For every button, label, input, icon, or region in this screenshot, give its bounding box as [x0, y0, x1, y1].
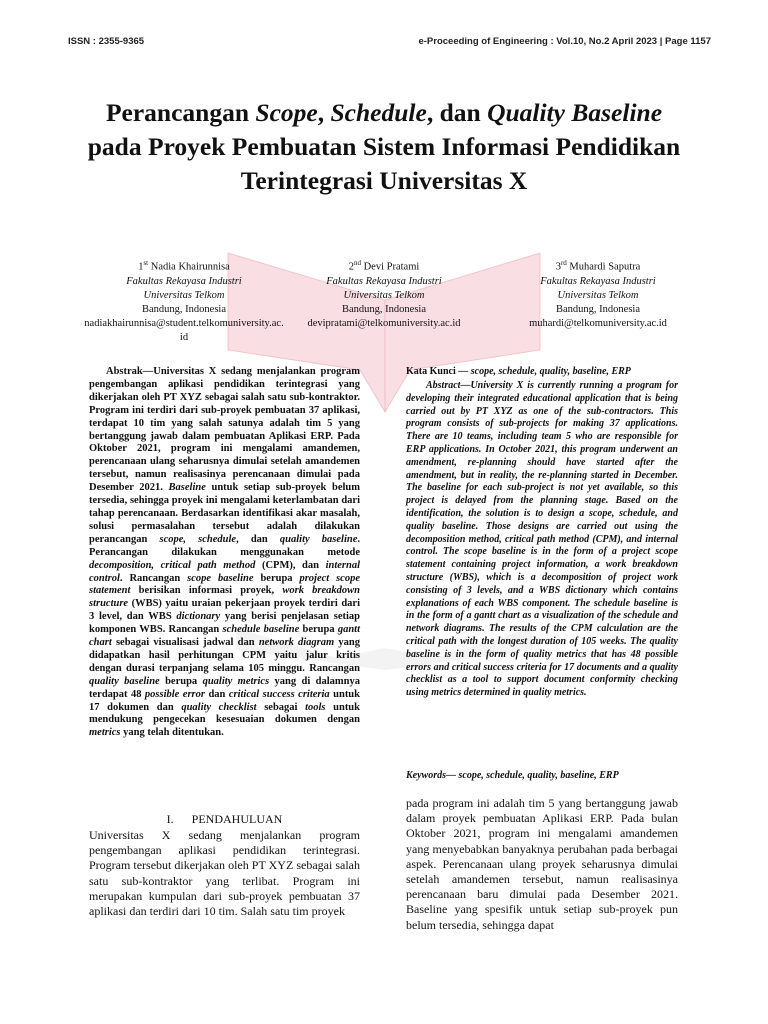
author-name: 3rd Muhardi Saputra [555, 259, 641, 273]
kata-kunci-value: scope, schedule, quality, baseline, ERP [470, 366, 631, 377]
author-city: Bandung, Indonesia [342, 303, 426, 315]
kata-kunci [406, 365, 678, 378]
section-number: I. [166, 812, 174, 826]
author-email: muhardi@telkomuniversity.ac.id [529, 317, 667, 329]
author-faculty: Fakultas Rekayasa Industri [326, 275, 442, 287]
author-block-2 [284, 256, 484, 331]
author-university: Universitas Telkom [343, 289, 425, 301]
author-university: Universitas Telkom [143, 289, 225, 301]
author-block-3 [498, 256, 698, 331]
author-block-1 [84, 256, 284, 345]
author-faculty: Fakultas Rekayasa Industri [540, 275, 656, 287]
author-name: 1st Nadia Khairunnisa [138, 259, 230, 273]
section-title: PENDAHULUAN [191, 812, 283, 826]
author-email: devipratami@telkomuniversity.ac.id [307, 317, 461, 329]
author-name: 2nd Devi Pratami [348, 259, 420, 273]
paper-title: Perancangan Scope, Schedule, dan Quality Baseline pada Proyek Pembuatan Sistem Informasi Pendidikan Terintegrasi Universitas X [87, 98, 681, 195]
keywords-english: Keywords— scope, schedule, quality, baseline, ERP [406, 770, 619, 781]
section-heading [89, 812, 360, 827]
issn-header: ISSN : 2355-9365 [68, 36, 145, 47]
intro-paragraph-right: pada program ini adalah tim 5 yang bertanggung jawab dalam proyek pembuatan Aplikasi ERP. Pada bulan Oktober 2021, program ini mengalami amandemen yang menyebabkan banyaknya perubahan pada berbagai aspek. Perencanaan ulang proyek seharusnya dimulai setelah amandemen tersebut, namun realisasinya perencanaan baru dimulai pada Desember 2021. Baseline yang spesifik untuk setiap sub-proyek pun belum tersedia, sehingga dapat [406, 796, 678, 932]
abstract-english: Abstract—University X is currently running a program for developing their integrated educational application that is being carried out by PT XYZ as one of the sub-contractors. This program consists of sub-projects for making 37 applications. There are 10 teams, including team 5 who are responsible for ERP applications. In October 2021, this program underwent an amendment, re-planning should have started after the amendment, but in reality, the re-planning started in December. The baseline for each sub-project is not yet available, so this project is delayed from the planning stage. Based on the identification, the solution is to design a scope, schedule, and quality baseline. Those designs are carried out using the decomposition method, critical path method (CPM), and internal control. The scope baseline is in the form of a project scope statement containing project information, a work breakdown structure (WBS), which is a decomposition of project work consisting of 3 levels, and a WBS dictionary which contains explanations of each WBS component. The schedule baseline is in the form of a gantt chart as a visualization of the schedule and network diagrams. The results of the CPM calculation are the critical path with the longest duration of 105 weeks. The quality baseline is in the form of quality metrics that has 48 possible errors and critical success criteria for 17 documents and a quality checklist as a tool to support document conformity checking using metrics determined in quality metrics. [406, 380, 678, 699]
journal-header: e-Proceeding of Engineering : Vol.10, No.2 April 2023 | Page 1157 [418, 36, 711, 47]
abstrak-indonesian: Abstrak—Universitas X sedang menjalankan program pengembangan aplikasi pendidikan terintegrasi yang dikerjakan oleh PT XYZ sebagai salah satu sub-kontraktor. Program ini terdiri dari sub-proyek pembuatan 37 aplikasi, terdapat 10 tim yang salah satunya adalah tim 5 yang bertanggung jawab dalam pembuatan Aplikasi ERP. Pada Oktober 2021, program ini mengalami amandemen, perencanaan ulang seharusnya dimulai setelah amandemen tersebut, namun realisasinya perencanaan dimulai pada Desember 2021. Baseline untuk setiap sub-proyek belum tersedia, sehingga proyek ini mengalami keterlambatan dari tahap perencanaan. Berdasarkan identifikasi akar masalah, solusi permasalahan tersebut adalah dilakukan perancangan scope, schedule, dan quality baseline. Perancangan dilakukan menggunakan metode decomposition, critical path method (CPM), dan internal control. Rancangan scope baseline berupa project scope statement berisikan informasi proyek, work breakdown structure (WBS) yaitu uraian pekerjaan proyek terdiri dari 3 level, dan WBS dictionary yang berisi penjelasan setiap komponen WBS. Rancangan schedule baseline berupa gantt chart sebagai visualisasi jadwal dan network diagram yang didapatkan hasil perhitungan CPM yaitu jalur kritis dengan durasi terpanjang selama 105 minggu. Rancangan quality baseline berupa quality metrics yang di dalamnya terdapat 48 possible error dan critical success criteria untuk 17 dokumen dan quality checklist sebagai tools untuk mendukung pengecekan kesesuaian dokumen dengan metrics yang telah ditentukan. [89, 366, 360, 739]
kata-kunci-label: Kata Kunci — [406, 366, 471, 377]
author-email: nadiakhairunnisa@student.telkomuniversity.ac.id [84, 317, 284, 343]
author-faculty: Fakultas Rekayasa Industri [126, 275, 242, 287]
author-university: Universitas Telkom [557, 289, 639, 301]
author-city: Bandung, Indonesia [142, 303, 226, 315]
author-city: Bandung, Indonesia [556, 303, 640, 315]
intro-paragraph-left: Universitas X sedang menjalankan program pengembangan aplikasi pendidikan terintegrasi. Program tersebut dikerjakan oleh PT XYZ sebagai salah satu sub-kontraktor yang terlibat. Program ini merupakan kumpulan dari sub-proyek pembuatan 37 aplikasi dan terdiri dari 10 tim. Salah satu tim proyek [89, 828, 360, 919]
